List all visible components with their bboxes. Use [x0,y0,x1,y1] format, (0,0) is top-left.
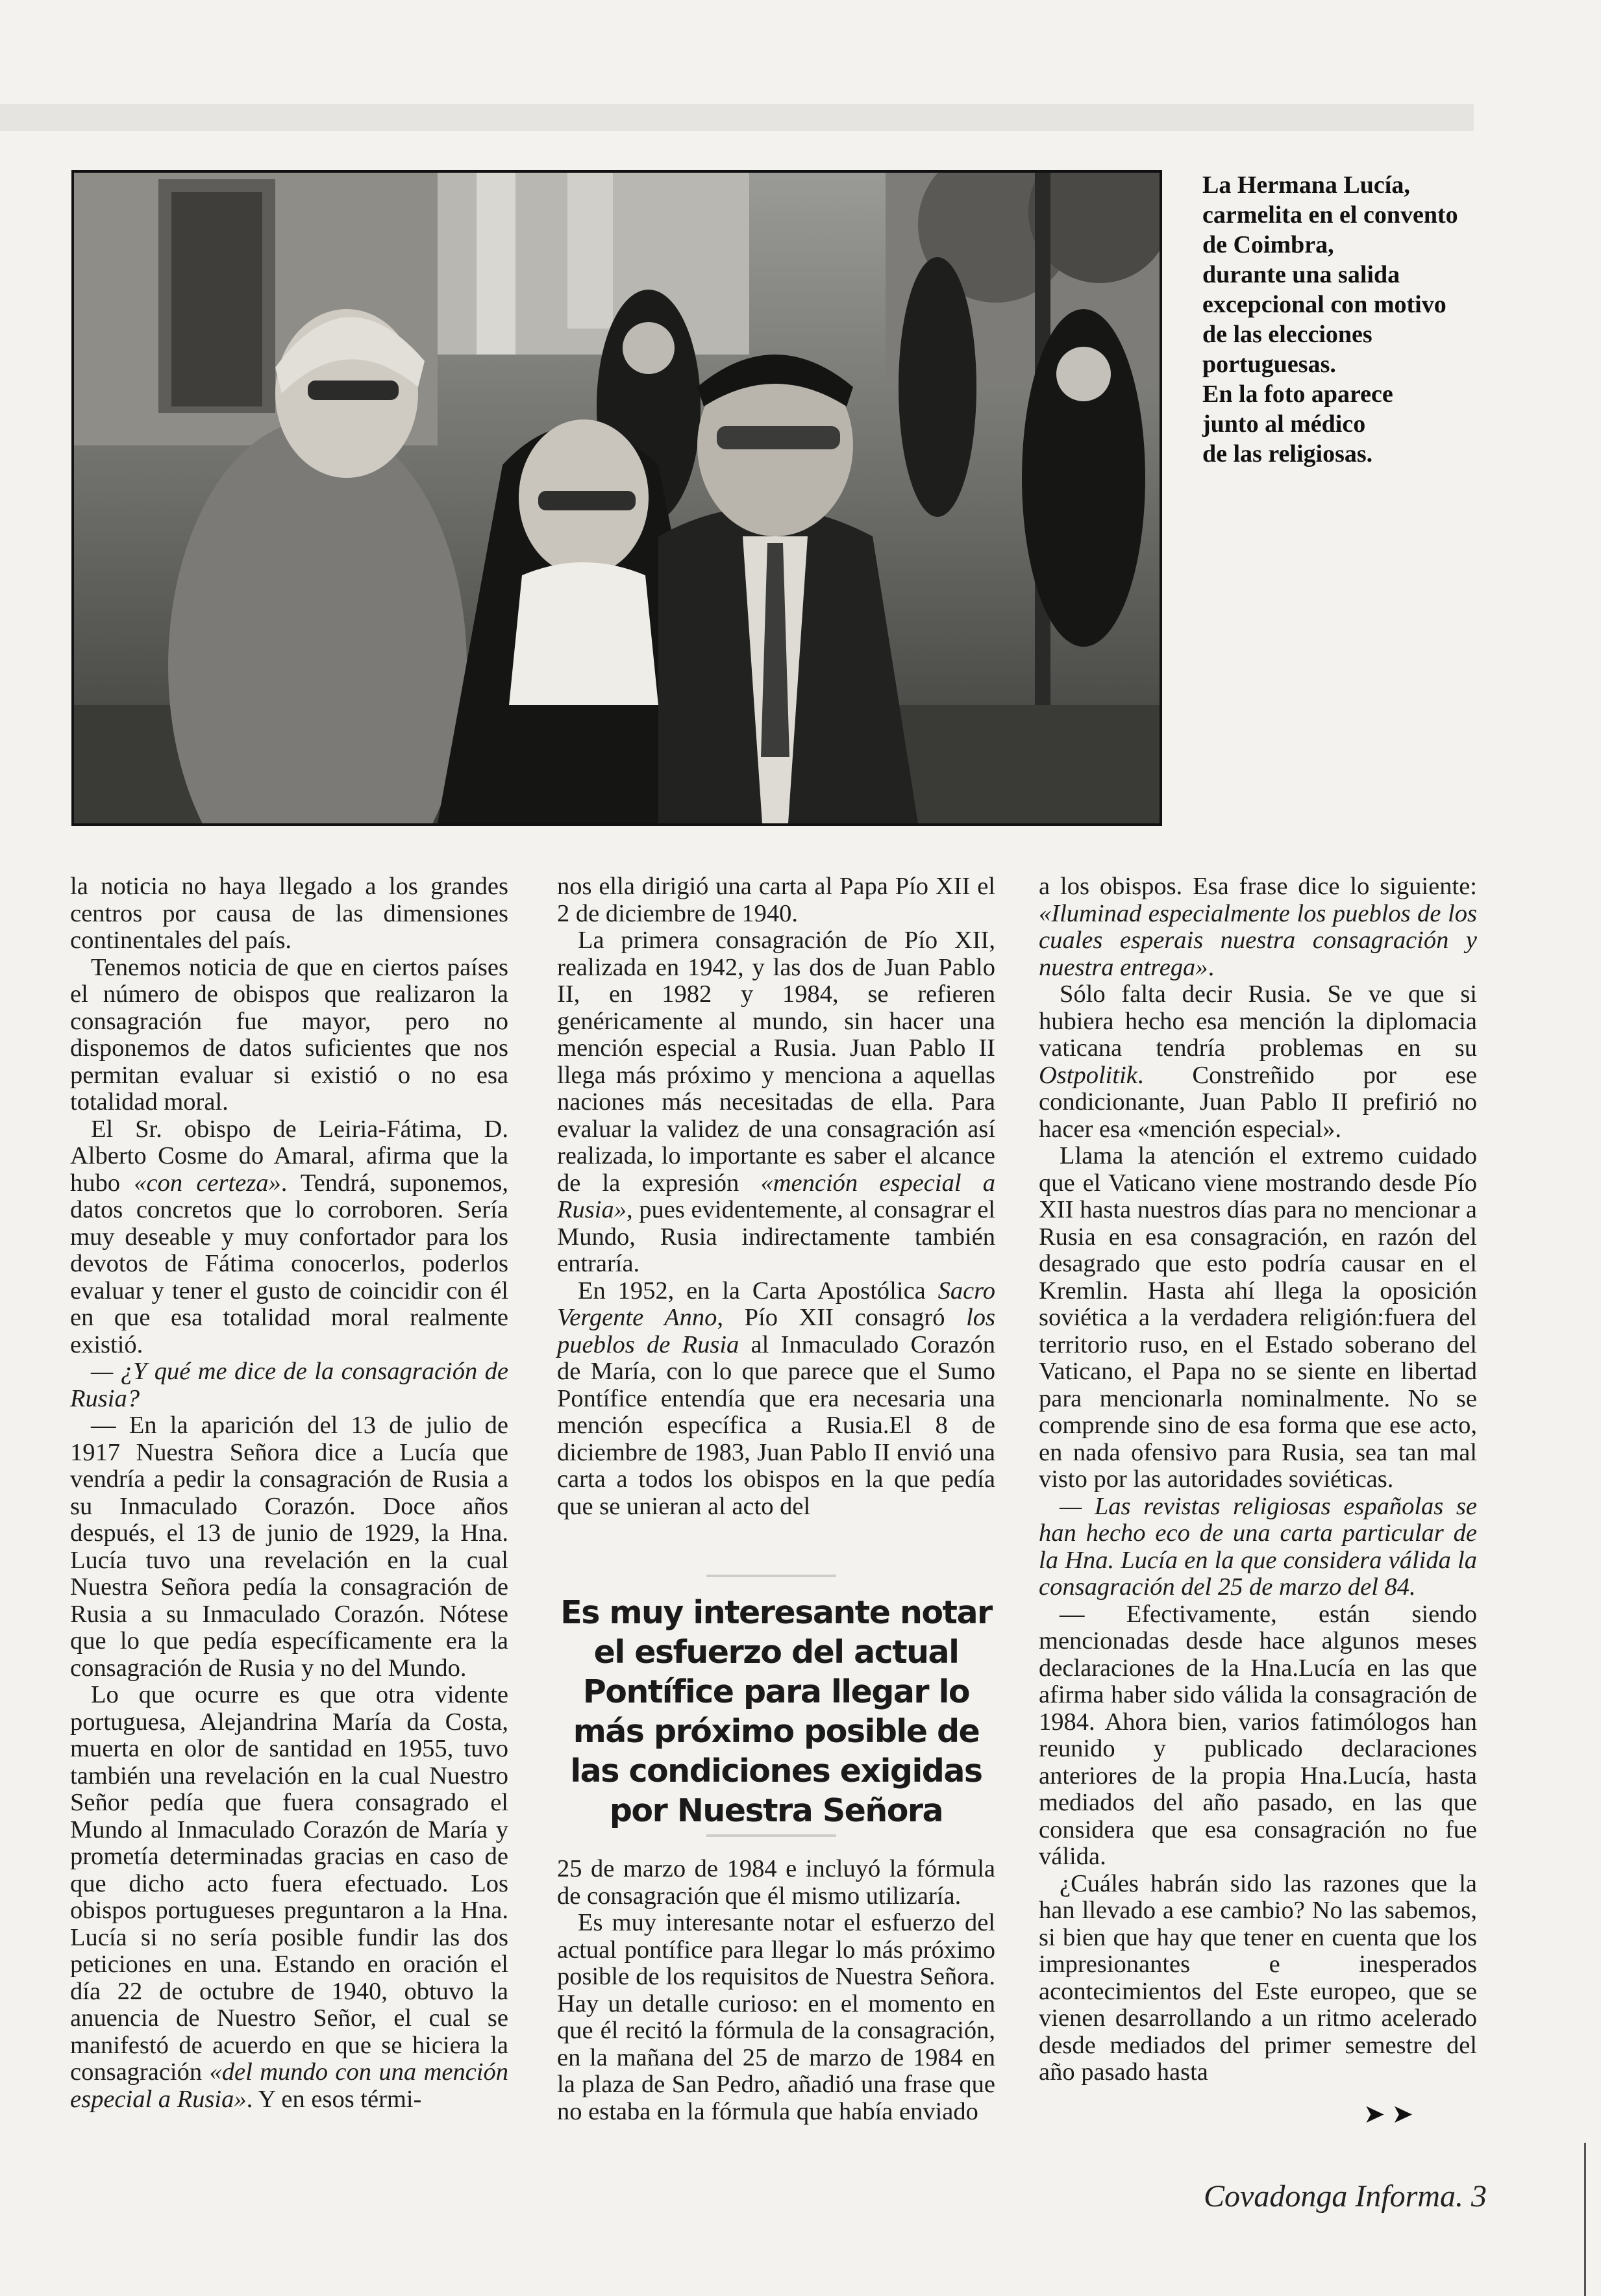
caption-line: durante una salida [1202,261,1400,288]
paragraph: 25 de marzo de 1984 e incluyó la fórmula de consagración que él mismo utilizaría. [557,1855,995,1910]
top-band [0,104,1474,131]
caption-line: de las elecciones [1202,321,1372,348]
paragraph: Tenemos noticia de que en ciertos países el número de obispos que realizaron la consagración fue mayor, pero no disponemos de datos suficientes que nos permitan evaluar si existió o no esa totalidad moral. [70,953,508,1116]
question-text: — Las revistas religiosas españolas se han hecho eco de una carta particular de la Hna. Lucía en la que considera válida la consagración del 25 de marzo del 84. [1039,1492,1477,1601]
quote-run: «con certeza» [134,1169,281,1197]
pull-quote-text: Es muy interesante notar el esfuerzo del actual Pontífice para llegar lo más próximo posible de las condiciones exigidas por Nuestra Señora [560,1594,992,1829]
text-run: La primera consagración de Pío XII, realizada en 1942, y las dos de Juan Pablo II, en 1982 y 1984, se refieren genéricamente al mundo, sin hacer una mención especial a Rusia. Juan Pablo II llega más próximo y menciona a aquellas naciones más necesitadas de ella. Para evaluar la validez de una consagración así realizada, lo importante es saber el alcance de la expresión [557,927,995,1197]
paragraph: Es muy interesante notar el esfuerzo del actual pontífice para llegar lo más próximo posible de los requisitos de Nuestra Señora. Hay un detalle curioso: en el momento en que él recitó la fórmula de la consagración, en la mañana del 25 de marzo de 1984 en la plaza de San Pedro, añadió una frase que no estaba en la fórmula que había enviado [557,1909,995,2125]
title-run: Sacro Vergente Anno [557,1277,995,1331]
paragraph [557,1278,995,1521]
caption-line: de Coimbra, [1202,231,1334,258]
quote-run: «del mundo con una mención especial a Rusia» [70,2058,508,2113]
caption-line: En la foto aparece [1202,381,1393,408]
continue-arrows-icon: ➤ ➤ [1363,2099,1414,2128]
text-run: . Tendrá, suponemos, datos concretos que lo corroboren. Sería muy deseable y muy confortador para los devotos de Fátima conocerlos, poderlos evaluar y tener el gusto de coincidir con él en que esa totalidad moral realmente existió. [70,1169,509,1358]
paragraph [557,927,995,1278]
text-run: , pues evidentemente, al consagrar el Mundo, Rusia indirectamente también entraría. [557,1196,995,1277]
text-run: , Pío XII consagró [717,1304,945,1331]
article-column-3 [1039,873,1477,2086]
text-run: En 1952, en la Carta Apostólica [578,1277,926,1304]
text-run: al Inmaculado Corazón de María, con lo que parece que el Sumo Pontífice entendía que era necesaria una mención específica a Rusia.El 8 de diciembre de 1983, Juan Pablo II envió una carta a todos los obispos en la que pedía que se unieran al acto del [557,1330,995,1520]
caption-line: carmelita en el convento [1202,201,1458,229]
paragraph [70,1116,508,1359]
text-run: a los obispos. Esa frase dice lo siguiente: [1039,873,1477,900]
caption-line: La Hermana Lucía, [1202,171,1410,199]
quote-run: «mención especial a Rusia» [557,1169,995,1223]
paragraph: Llama la atención el extremo cuidado que el Vaticano viene mostrando desde Pío XII hasta nuestros días para no mencionar a Rusia en esa consagración, en razón del desagrado que esto podría causar en el Kremlin. Hasta ahí llega la oposición soviética a la verdadera religión:fuera del territorio ruso, en el Estado soberano del Vaticano, el Papa no se siente en libertad para mencionarla nominalmente. No se comprende sino de esa forma que ese acto, en nada ofensivo para Rusia, sea tan mal visto por las autoridades soviéticas. [1039,1142,1477,1493]
pull-quote [557,1575,995,1847]
article-column-2 [557,873,995,1520]
photo-sister-lucia [71,170,1162,826]
paragraph: — Efectivamente, están siendo mencionadas desde hace algunos meses declaraciones de la Hna.Lucía en las que afirma haber sido válida la consagración de 1984. Ahora bien, varios fatimólogos han reunido y publicado declaraciones anteriores de la propia Hna.Lucía, hasta mediados del año pasado, en las que considera que esa consagración no fue válida. [1039,1600,1477,1870]
paragraph: nos ella dirigió una carta al Papa Pío XII el 2 de diciembre de 1940. [557,873,995,927]
text-run: Sólo falta decir Rusia. Se ve que si hubiera hecho esa mención la diplomacia vaticana tendría problemas en su [1039,980,1477,1062]
pull-quote-rule-bottom [706,1834,836,1837]
quote-run: «Iluminad especialmente los pueblos de los cuales esperais nuestra consagración y nuestra entrega» [1039,899,1477,981]
page-edge-line [1584,2143,1586,2296]
text-run: . [1208,953,1215,981]
article-column-1 [70,873,508,2113]
paragraph [70,1682,508,2113]
term-run: Ostpolitik [1039,1061,1137,1089]
paragraph [1039,981,1477,1143]
photo-caption [1202,170,1501,469]
text-run: El Sr. obispo de Leiria-Fátima, D. Alberto Cosme do Amaral, afirma que la hubo [70,1115,508,1197]
caption-line: junto al médico [1202,410,1366,438]
quote-run: los pueblos de Rusia [557,1304,995,1358]
text-run: . Constreñido por ese condicionante, Juan Pablo II prefirió no hacer esa «mención especial». [1039,1061,1477,1143]
pull-quote-rule-top [706,1575,836,1577]
caption-line: de las religiosas. [1202,440,1373,468]
text-run: . Y en esos térmi- [246,2085,422,2113]
page-footer: Covadonga Informa. 3 [1204,2179,1487,2214]
question-text: — ¿Y qué me dice de la consagración de Rusia? [70,1358,508,1412]
paragraph: la noticia no haya llegado a los grandes centros por causa de las dimensiones continentales del país. [70,873,508,954]
interview-question [1039,1493,1477,1601]
caption-line: excepcional con motivo [1202,291,1446,318]
caption-line: portuguesas. [1202,351,1336,378]
article-column-2-continued [557,1856,995,2125]
paragraph: — En la aparición del 13 de julio de 1917 Nuestra Señora dice a Lucía que vendría a pedir la consagración de Rusia a su Inmaculado Corazón. Doce años después, el 13 de junio de 1929, la Hna. Lucía tuvo una revelación en la cual Nuestra Señora pedía la consagración de Rusia a su Inmaculado Corazón. Nótese que lo que pedía específicamente era la consagración de Rusia y no del Mundo. [70,1412,508,1682]
paragraph: ¿Cuáles habrán sido las razones que la han llevado a ese cambio? No las sabemos, si bien que hay que tener en cuenta que los impresionantes e inesperados acontecimientos del Este europeo, que se vienen desarrollando a un ritmo acelerado desde mediados del primer semestre del año pasado hasta [1039,1869,1477,2086]
photo-illustration [74,173,1160,823]
paragraph [1039,873,1477,981]
text-run: Lo que ocurre es que otra vidente portuguesa, Alejandrina María da Costa, muerta en olor de santidad en 1955, tuvo también una revelación en la cual Nuestro Señor pedía que fuera consagrado el Mundo al Inmaculado Corazón de María y prometía determinadas gracias en caso de que dicho acto fuera efectuado. Los obispos portugueses preguntaron a la Hna. Lucía si no sería posible fundir las dos peticiones en una. Estando en oración el día 22 de octubre de 1940, obtuvo la anuencia de Nuestro Señor, el cual se manifestó de acuerdo en que se hiciera la consagración [70,1681,508,2086]
interview-question [70,1358,508,1412]
